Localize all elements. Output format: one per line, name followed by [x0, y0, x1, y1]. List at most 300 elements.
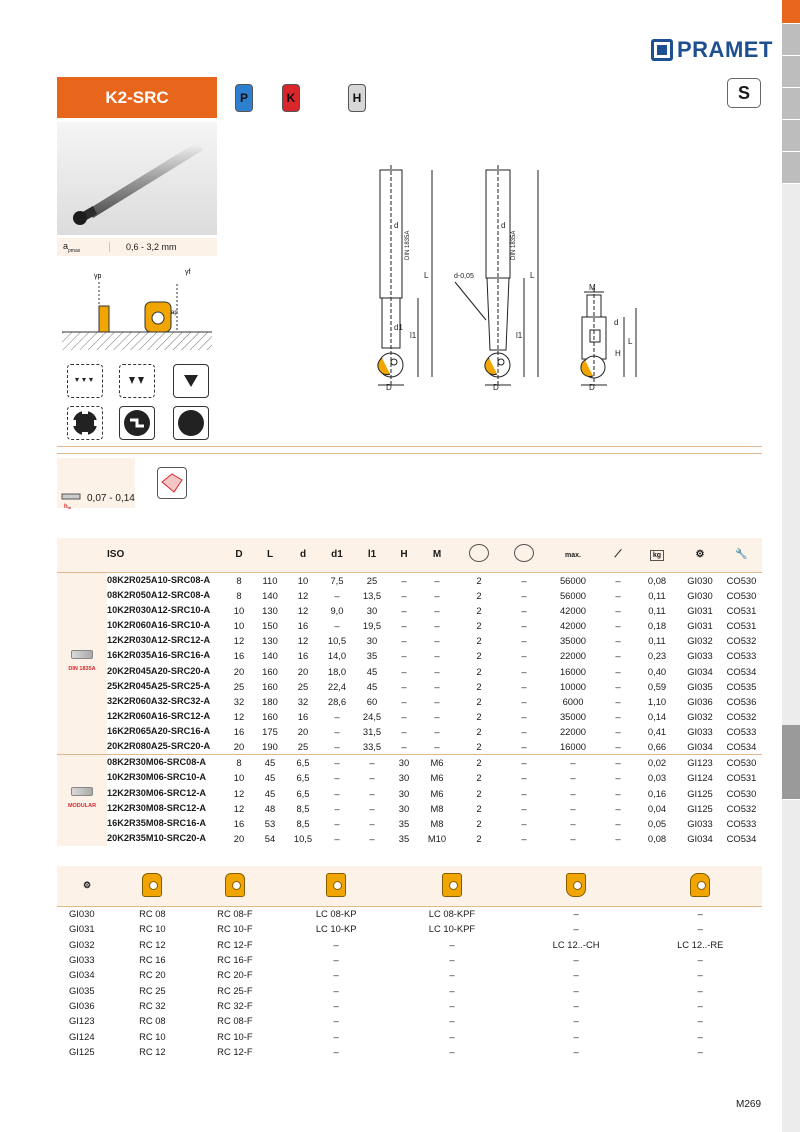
- table-cell: 48: [264, 802, 276, 814]
- table-cell: 25: [297, 741, 309, 753]
- table-cell: 10000: [559, 680, 587, 692]
- table-cell: 12: [297, 589, 309, 601]
- table-cell: 0,08: [647, 833, 667, 845]
- table-row: [57, 739, 762, 755]
- table-cell: –: [615, 802, 621, 814]
- table-cell: –: [601, 572, 635, 588]
- table-cell: 0,03: [647, 772, 667, 784]
- table-cell: 28,6: [327, 695, 347, 707]
- feed-symbol: hm: [64, 504, 72, 510]
- insert-cell: –: [697, 923, 703, 935]
- insert-cell: –: [333, 1015, 339, 1027]
- table-cell: –: [369, 833, 375, 845]
- table-cell: 12: [233, 711, 245, 723]
- table-cell: 19,5: [362, 619, 382, 631]
- table-cell: –: [521, 665, 527, 677]
- table-cell: 45: [366, 665, 378, 677]
- separator: [57, 446, 762, 447]
- table-cell: 20: [233, 741, 245, 753]
- table-cell: –: [401, 665, 407, 677]
- table-cell: –: [521, 619, 527, 631]
- coolant-icon: [157, 467, 187, 499]
- table-cell: –: [334, 589, 340, 601]
- table-cell: 25: [233, 680, 245, 692]
- iso-code-cell: 08K2R025A10-SRC08-A: [107, 572, 225, 588]
- iso-code-cell: 16K2R065A20-SRC16-A: [107, 726, 211, 737]
- iso-code-cell: 20K2R35M10-SRC20-A: [107, 833, 207, 844]
- table-cell: 20: [297, 726, 309, 738]
- table-cell: 45: [253, 755, 287, 771]
- insert-cell: RC 20: [139, 969, 166, 981]
- table-cell: M6: [430, 787, 444, 799]
- table-cell: –: [369, 818, 375, 830]
- insert-cell: –: [449, 969, 455, 981]
- iso-code-cell: 12K2R30M06-SRC12-A: [107, 787, 207, 798]
- table-cell: –: [615, 818, 621, 830]
- insert-cell: –: [333, 1045, 339, 1057]
- table-cell: –: [434, 726, 440, 738]
- table-cell: –: [615, 695, 621, 707]
- table-cell: 12: [233, 802, 245, 814]
- insert-row: [57, 952, 762, 967]
- table-cell: 35000: [559, 711, 587, 723]
- insert-group-icon: ⚙: [82, 880, 92, 891]
- dim-d-label: d: [501, 221, 506, 230]
- table-cell: –: [401, 650, 407, 662]
- table-cell: CO532: [726, 711, 757, 723]
- table-cell: –: [434, 650, 440, 662]
- table-cell: CO536: [726, 695, 757, 707]
- table-cell: 2: [476, 711, 482, 723]
- col-spare-parts: [721, 538, 762, 572]
- table-cell: 2: [476, 741, 482, 753]
- table-cell: –: [521, 741, 527, 753]
- insert-row: [57, 906, 762, 921]
- insert-cell: LC 10-KPF: [428, 923, 476, 935]
- table-row: [57, 633, 762, 648]
- dim-D-label: D: [589, 383, 595, 392]
- table-cell: 12: [297, 635, 309, 647]
- insert-cell: –: [573, 954, 579, 966]
- shank-type-cell: [57, 755, 107, 846]
- section-tab[interactable]: [782, 24, 800, 56]
- table-cell: CO534: [726, 833, 757, 845]
- insert-row: [57, 921, 762, 936]
- col-M: M: [419, 538, 455, 572]
- table-row: [57, 816, 762, 831]
- section-tab[interactable]: [782, 120, 800, 152]
- round-insert-icon: [142, 873, 162, 897]
- table-cell: –: [434, 619, 440, 631]
- table-cell: 30: [389, 755, 419, 771]
- full-slot-icon: [173, 406, 209, 440]
- table-cell: 10,5: [293, 833, 313, 845]
- insert-cell: –: [333, 999, 339, 1011]
- table-cell: 0,59: [647, 680, 667, 692]
- table-cell: –: [615, 833, 621, 845]
- insert-group-header: [57, 866, 117, 906]
- table-cell: 2: [476, 604, 482, 616]
- table-cell: 16000: [559, 665, 587, 677]
- insert-row: [57, 967, 762, 982]
- table-cell: –: [434, 741, 440, 753]
- table-cell: –: [615, 619, 621, 631]
- insert-cell: –: [573, 999, 579, 1011]
- insert-cell: RC 10-F: [217, 923, 253, 935]
- iso-code-cell: 16K2R035A16-SRC16-A: [107, 650, 211, 661]
- shank-type-cell: [57, 572, 107, 755]
- table-cell: 0,08: [635, 572, 679, 588]
- iso-code-cell: 32K2R060A32-SRC32-A: [107, 695, 211, 706]
- table-cell: 22000: [559, 726, 587, 738]
- table-row: [57, 709, 762, 724]
- table-cell: 8: [236, 589, 242, 601]
- table-cell: CO530: [721, 572, 762, 588]
- table-cell: –: [521, 787, 527, 799]
- section-tab-strip: [782, 0, 800, 1132]
- insert-col-lc-re: [639, 866, 763, 906]
- table-cell: –: [401, 604, 407, 616]
- teeth-count-icon: [469, 544, 489, 562]
- table-cell: 110: [253, 572, 287, 588]
- table-cell: 2: [476, 818, 482, 830]
- insert-cell: RC 10: [139, 923, 166, 935]
- insert-row: [57, 1044, 762, 1059]
- table-cell: –: [570, 787, 576, 799]
- iso-group-p-badge: P: [235, 84, 253, 112]
- table-row: [57, 755, 762, 771]
- table-cell: 10,5: [327, 635, 347, 647]
- insert-cell: LC 12..-CH: [552, 938, 600, 950]
- table-cell: GI123: [679, 755, 721, 771]
- insert-cell: LC 08-KPF: [390, 906, 513, 921]
- table-cell: CO533: [726, 650, 757, 662]
- table-cell: 20: [233, 665, 245, 677]
- table-cell: 0,04: [647, 802, 667, 814]
- insert-cell: –: [449, 1045, 455, 1057]
- table-cell: 53: [264, 818, 276, 830]
- table-cell: –: [401, 635, 407, 647]
- table-cell: 10: [287, 572, 319, 588]
- table-cell: CO534: [726, 665, 757, 677]
- insert-cell: RC 25: [139, 984, 166, 996]
- brand-name: PRAMET: [677, 37, 773, 62]
- table-cell: 10: [233, 619, 245, 631]
- table-cell: CO531: [726, 772, 757, 784]
- insert-cell: –: [449, 1015, 455, 1027]
- table-cell: 18,0: [327, 665, 347, 677]
- table-cell: 2: [476, 619, 482, 631]
- table-cell: 0,11: [648, 604, 666, 616]
- table-cell: 2: [455, 572, 503, 588]
- insert-cell: –: [449, 1030, 455, 1042]
- table-cell: GI031: [687, 619, 713, 631]
- insert-cell: RC 10: [139, 1030, 166, 1042]
- table-cell: 1,10: [647, 695, 667, 707]
- col-teeth: [455, 538, 503, 572]
- table-cell: –: [334, 818, 340, 830]
- table-cell: CO532: [726, 635, 757, 647]
- table-cell: CO532: [726, 802, 757, 814]
- table-cell: GI032: [687, 635, 713, 647]
- insert-cell: –: [333, 984, 339, 996]
- col-weight: [635, 538, 679, 572]
- iso-code-cell: 12K2R030A12-SRC12-A: [107, 635, 211, 646]
- ramping-angle-icon: ⟋: [614, 549, 622, 561]
- insert-cell: –: [697, 984, 703, 996]
- table-cell: 16: [233, 650, 245, 662]
- ap-label: ap: [171, 310, 178, 316]
- depth-of-cut-row: [57, 238, 217, 256]
- insert-cell: RC 32-F: [217, 999, 253, 1011]
- table-cell: 12: [233, 635, 245, 647]
- table-cell: GI033: [687, 650, 713, 662]
- table-cell: –: [521, 711, 527, 723]
- table-cell: GI036: [687, 695, 713, 707]
- section-tab[interactable]: [782, 56, 800, 88]
- table-cell: –: [570, 802, 576, 814]
- table-cell: GI124: [687, 772, 713, 784]
- table-cell: 130: [262, 604, 278, 616]
- table-cell: –: [521, 680, 527, 692]
- table-cell: 14,0: [327, 650, 347, 662]
- section-tab[interactable]: [782, 152, 800, 184]
- table-cell: 8,5: [296, 802, 310, 814]
- table-cell: 0,16: [647, 787, 667, 799]
- insert-cell: –: [573, 923, 579, 935]
- table-cell: 60: [366, 695, 378, 707]
- gamma-p-label: γp: [94, 273, 102, 280]
- table-row: [57, 786, 762, 801]
- insert-col-lc-ch: [514, 866, 639, 906]
- pocketing-icon: [119, 406, 155, 440]
- table-cell: 6,5: [296, 772, 310, 784]
- shank-type-label: [57, 650, 107, 677]
- table-cell: 2: [455, 755, 503, 771]
- table-cell: –: [334, 711, 340, 723]
- table-cell: 175: [262, 726, 278, 738]
- col-iso: ISO: [107, 538, 225, 572]
- col-insert-group: [679, 538, 721, 572]
- insert-group-code: GI034: [69, 969, 95, 981]
- table-cell: M8: [430, 802, 444, 814]
- table-cell: 16: [297, 650, 309, 662]
- insert-cell: –: [449, 999, 455, 1011]
- table-cell: 30: [398, 787, 410, 799]
- insert-cell: –: [333, 954, 339, 966]
- table-cell: 160: [262, 680, 278, 692]
- table-cell: 35000: [559, 635, 587, 647]
- table-cell: 2: [476, 772, 482, 784]
- table-cell: 45: [264, 787, 276, 799]
- table-cell: –: [334, 726, 340, 738]
- insert-cell: –: [697, 954, 703, 966]
- table-cell: –: [434, 635, 440, 647]
- table-cell: 54: [264, 833, 276, 845]
- table-cell: 12: [297, 604, 309, 616]
- ramping-icon: [67, 406, 103, 440]
- dim-l1-label: l1: [516, 331, 523, 340]
- table-cell: 16000: [559, 741, 587, 753]
- insert-cell: –: [573, 1015, 579, 1027]
- col-d1: d1: [319, 538, 355, 572]
- insert-table-header: [57, 866, 762, 906]
- col-d: d: [287, 538, 319, 572]
- table-cell: –: [545, 755, 601, 771]
- insert-cell: –: [639, 906, 763, 921]
- dim-M-label: M: [589, 283, 596, 292]
- table-cell: –: [615, 772, 621, 784]
- table-cell: 25: [355, 572, 389, 588]
- section-tab-active-chapter[interactable]: [782, 0, 800, 24]
- table-cell: CO531: [726, 604, 757, 616]
- iso-code-cell: 08K2R30M06-SRC08-A: [107, 755, 225, 771]
- iso-code-cell: 12K2R30M08-SRC12-A: [107, 802, 207, 813]
- table-cell: 2: [476, 635, 482, 647]
- iso-code-cell: 16K2R35M08-SRC16-A: [107, 818, 207, 829]
- product-table: [57, 538, 762, 846]
- table-cell: 2: [476, 695, 482, 707]
- iso-code-cell: 10K2R30M06-SRC10-A: [107, 772, 207, 783]
- lc-ch-insert-icon: [566, 873, 586, 897]
- section-tab[interactable]: [782, 88, 800, 120]
- dim-d1-label: d1: [394, 323, 403, 332]
- insert-cell: –: [573, 1030, 579, 1042]
- insert-cell: –: [697, 969, 703, 981]
- table-row: [57, 831, 762, 846]
- table-cell: –: [401, 619, 407, 631]
- table-cell: 8: [225, 755, 253, 771]
- col-L: L: [253, 538, 287, 572]
- table-cell: 24,5: [362, 711, 382, 723]
- table-cell: –: [615, 680, 621, 692]
- table-row: [57, 572, 762, 588]
- internal-coolant-icon: [514, 544, 534, 562]
- insert-group-code: GI032: [69, 938, 95, 950]
- section-badge: S: [727, 78, 761, 108]
- table-cell: CO534: [726, 741, 757, 753]
- insert-cell: –: [697, 1045, 703, 1057]
- table-cell: 30: [398, 772, 410, 784]
- table-cell: 2: [476, 833, 482, 845]
- insert-cell: –: [697, 999, 703, 1011]
- table-cell: 6,5: [296, 787, 310, 799]
- lc-re-insert-icon: [690, 873, 710, 897]
- gamma-f-label: γf: [185, 269, 191, 276]
- iso-code-cell: 10K2R060A16-SRC10-A: [107, 619, 211, 630]
- table-cell: CO530: [721, 755, 762, 771]
- iso-code-cell: 10K2R030A12-SRC10-A: [107, 604, 211, 615]
- insert-cell: –: [697, 1030, 703, 1042]
- insert-cell: RC 16-F: [217, 954, 253, 966]
- table-cell: 33,5: [362, 741, 382, 753]
- table-cell: GI032: [687, 711, 713, 723]
- table-cell: CO530: [726, 589, 757, 601]
- iso-code-cell: 20K2R045A20-SRC20-A: [107, 665, 211, 676]
- table-cell: 140: [262, 589, 278, 601]
- table-cell: 2: [476, 589, 482, 601]
- table-cell: 0,02: [635, 755, 679, 771]
- table-cell: –: [434, 680, 440, 692]
- table-cell: 20: [297, 665, 309, 677]
- table-cell: –: [334, 741, 340, 753]
- table-cell: 30: [366, 635, 378, 647]
- col-H: H: [389, 538, 419, 572]
- table-cell: –: [434, 604, 440, 616]
- table-cell: –: [401, 711, 407, 723]
- table-cell: GI125: [687, 787, 713, 799]
- insert-cell: –: [514, 906, 639, 921]
- table-cell: 0,05: [647, 818, 667, 830]
- dim-L-label: L: [628, 337, 633, 346]
- pramet-logo-icon: [651, 39, 673, 61]
- table-cell: 12: [233, 787, 245, 799]
- table-cell: 30: [366, 604, 378, 616]
- table-cell: –: [401, 741, 407, 753]
- table-cell: 25: [297, 680, 309, 692]
- spare-parts-icon: 🔧: [735, 549, 748, 561]
- table-cell: CO531: [726, 619, 757, 631]
- shank-type-text: MODULAR: [67, 803, 97, 810]
- shank-icon: [71, 787, 93, 796]
- insert-cell: RC 08: [117, 906, 188, 921]
- insert-cell: –: [573, 969, 579, 981]
- table-row: [57, 801, 762, 816]
- insert-col-rc: [117, 866, 188, 906]
- insert-cell: RC 12-F: [217, 938, 253, 950]
- table-cell: 140: [262, 650, 278, 662]
- cutting-geometry-sketch: [57, 262, 217, 354]
- table-cell: –: [570, 833, 576, 845]
- insert-cell: –: [449, 954, 455, 966]
- dim-D-label: D: [386, 383, 392, 392]
- table-cell: GI030: [687, 589, 713, 601]
- insert-cell: –: [333, 1030, 339, 1042]
- insert-col-rc-f: [188, 866, 282, 906]
- shank-icon: [71, 650, 93, 659]
- table-cell: CO533: [726, 726, 757, 738]
- table-cell: 42000: [559, 604, 587, 616]
- table-cell: 0,41: [647, 726, 667, 738]
- table-cell: –: [521, 589, 527, 601]
- table-cell: 32: [233, 695, 245, 707]
- lc-kp-insert-icon: [326, 873, 346, 897]
- table-cell: –: [369, 787, 375, 799]
- dim-D-label: D: [493, 383, 499, 392]
- table-cell: –: [521, 650, 527, 662]
- table-cell: 13,5: [362, 589, 382, 601]
- insert-cell: RC 08-F: [217, 1015, 253, 1027]
- iso-group-k-badge: K: [282, 84, 300, 112]
- table-cell: 56000: [559, 589, 587, 601]
- section-tab-current[interactable]: [782, 725, 800, 800]
- insert-row: [57, 937, 762, 952]
- table-cell: M8: [430, 818, 444, 830]
- table-cell: GI030: [679, 572, 721, 588]
- iso-code-cell: 12K2R060A16-SRC12-A: [107, 711, 211, 722]
- table-cell: 6,5: [287, 755, 319, 771]
- col-l1: l1: [355, 538, 389, 572]
- table-cell: GI034: [687, 833, 713, 845]
- table-cell: –: [334, 833, 340, 845]
- shank-type-label: [57, 787, 107, 814]
- weight-icon: kg: [650, 550, 664, 561]
- table-row: [57, 648, 762, 663]
- table-cell: –: [334, 802, 340, 814]
- end-mill-photo-icon: [57, 122, 217, 235]
- table-row: [57, 679, 762, 694]
- table-cell: –: [503, 755, 545, 771]
